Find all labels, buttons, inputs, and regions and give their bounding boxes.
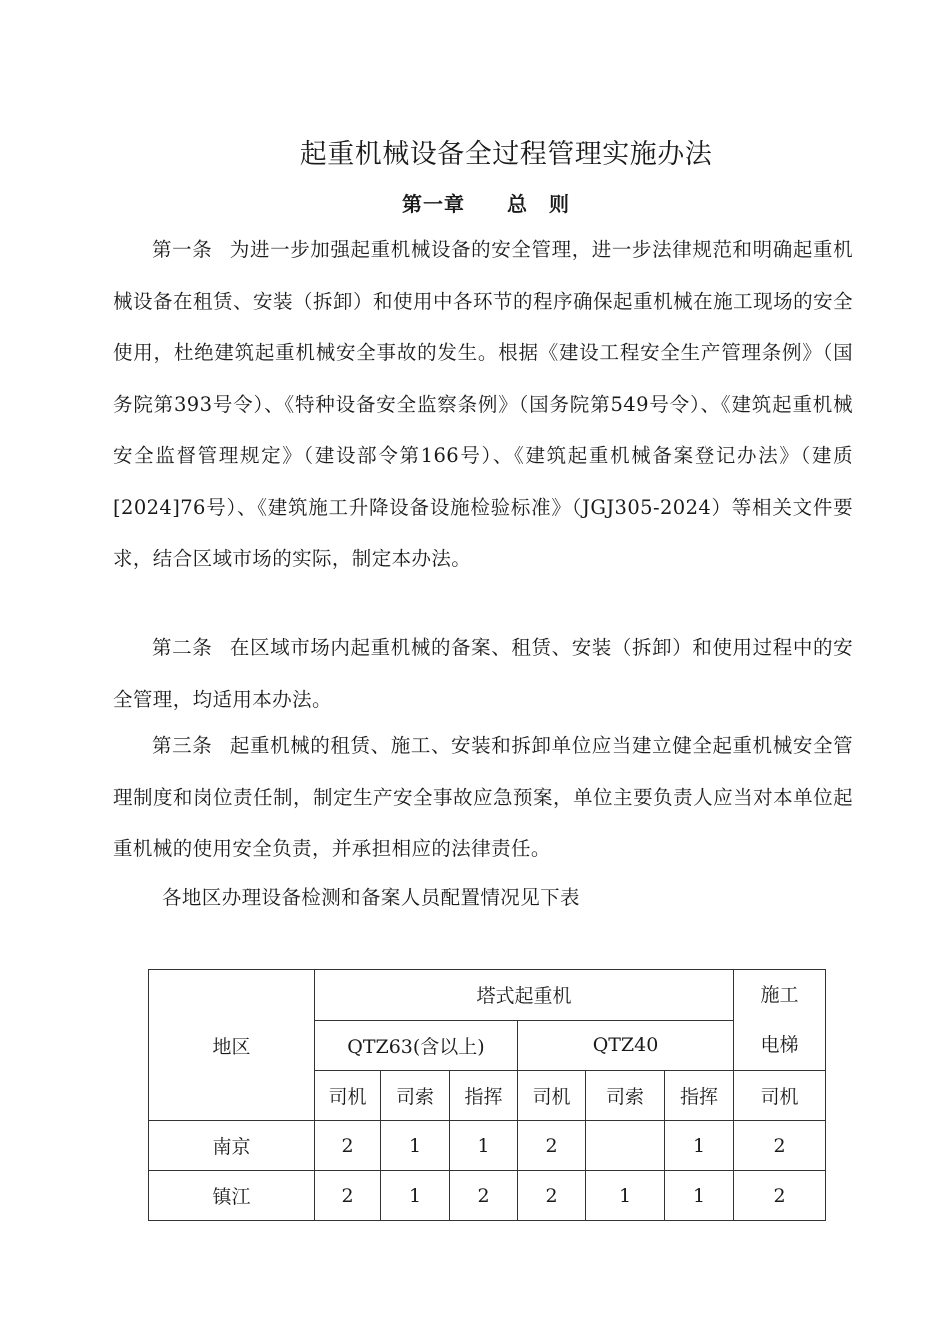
table-cell: 2: [734, 1171, 826, 1221]
role-header: 司机: [734, 1071, 826, 1121]
region-cell: 镇江: [149, 1171, 315, 1221]
tower-crane-header: 塔式起重机: [315, 970, 734, 1021]
table-cell: 2: [450, 1171, 518, 1221]
table-cell: 1: [450, 1121, 518, 1171]
table-row: [149, 1121, 826, 1171]
article-3: [113, 720, 853, 875]
role-header: 司机: [315, 1071, 381, 1121]
role-header: 指挥: [450, 1071, 518, 1121]
role-header: 指挥: [665, 1071, 734, 1121]
table-row: [149, 1171, 826, 1221]
staffing-table: [148, 969, 826, 1221]
document-title: 起重机械设备全过程管理实施办法: [299, 139, 713, 170]
article-2-label: 第二条: [152, 636, 213, 659]
table-cell: 1: [665, 1171, 734, 1221]
region-header: 地区: [149, 970, 315, 1121]
table-header-row-1: [149, 970, 826, 1021]
table-cell: 2: [315, 1171, 381, 1221]
table-cell: 2: [518, 1171, 586, 1221]
role-header: 司机: [518, 1071, 586, 1121]
region-cell: 南京: [149, 1121, 315, 1171]
article-1-label: 第一条: [152, 238, 213, 261]
table-cell: 2: [518, 1121, 586, 1171]
table-intro: 各地区办理设备检测和备案人员配置情况见下表: [162, 886, 580, 909]
table-cell: 1: [381, 1171, 450, 1221]
table-cell: 1: [586, 1171, 665, 1221]
article-2-text: 在区域市场内起重机械的备案、租赁、安装（拆卸）和使用过程中的安全管理，均适用本办法。: [113, 636, 853, 711]
article-2: [113, 622, 853, 725]
article-3-text: 起重机械的租赁、施工、安装和拆卸单位应当建立健全起重机械安全管理制度和岗位责任制，制定生产安全事故应急预案，单位主要负责人应当对本单位起重机械的使用安全负责，并承担相应的法律责任。: [113, 734, 853, 860]
elevator-header: [734, 970, 826, 1071]
model-qtz40-header: QTZ40: [518, 1020, 734, 1071]
role-header: 司索: [586, 1071, 665, 1121]
article-3-label: 第三条: [152, 734, 213, 757]
table-cell: [586, 1121, 665, 1171]
chapter-heading: 第一章 总 则: [402, 192, 570, 216]
table-cell: 2: [315, 1121, 381, 1171]
table-cell: 1: [381, 1121, 450, 1171]
role-header: 司索: [381, 1071, 450, 1121]
elevator-header-line-2: 电梯: [760, 1034, 799, 1056]
article-1: [113, 224, 853, 585]
model-qtz63-header: QTZ63(含以上): [315, 1020, 518, 1071]
table-cell: 1: [665, 1121, 734, 1171]
article-1-text: 为进一步加强起重机械设备的安全管理，进一步法律规范和明确起重机械设备在租赁、安装（拆卸）和使用中各环节的程序确保起重机械在施工现场的安全使用，杜绝建筑起重机械安全事故的发生。根据《建设工程安全生产管理条例》（国务院第393号令）、《特种设备安全监察条例》（国务院第549号令）、《建筑起重机械安全监督管理规定》（建设部令第166号）、《建筑起重机械备案登记办法》（建质[2024]76号）、《建筑施工升降设备设施检验标准》（JGJ305-2024）等相关文件要求，结合区域市场的实际，制定本办法。: [113, 238, 853, 570]
table-cell: 2: [734, 1121, 826, 1171]
elevator-header-line-1: 施工: [760, 984, 799, 1006]
